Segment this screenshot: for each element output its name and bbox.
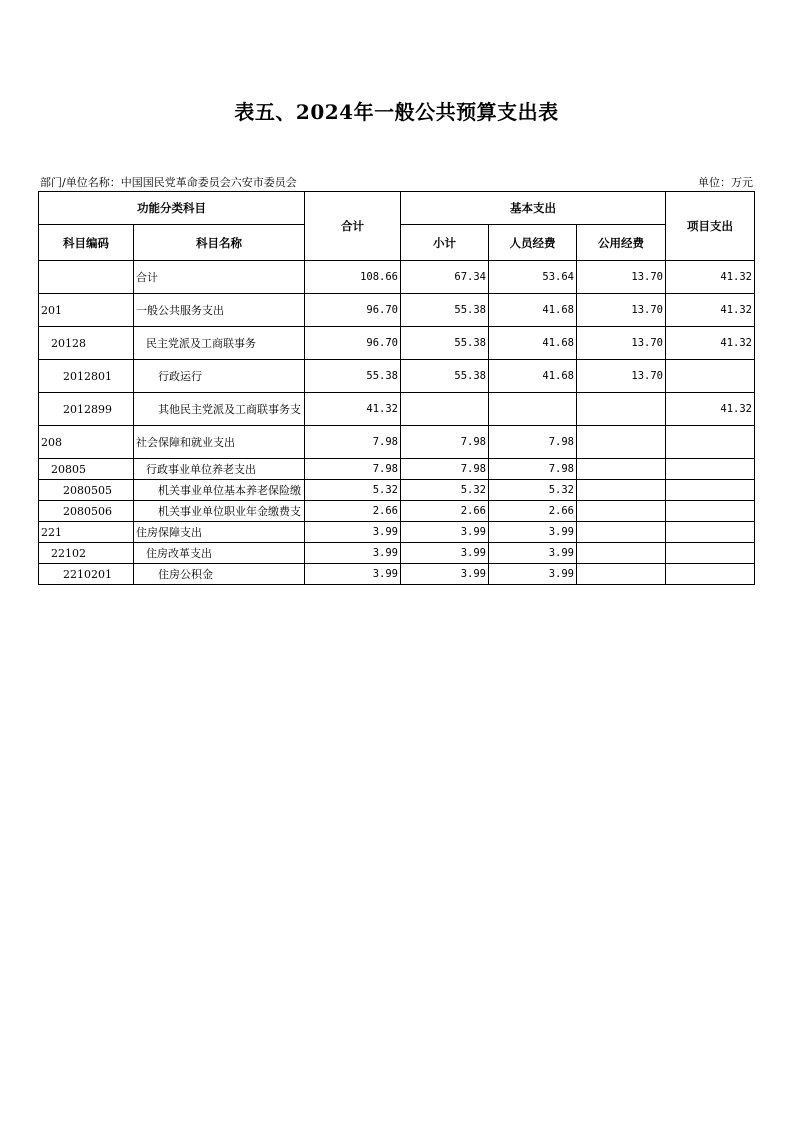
- row-project: [666, 459, 755, 480]
- row-total: 3.99: [305, 564, 401, 585]
- table-row: [39, 294, 755, 327]
- row-personnel: 3.99: [489, 564, 577, 585]
- row-code: 20805: [39, 459, 134, 480]
- table-row: [39, 261, 755, 294]
- row-code: 2080505: [39, 480, 134, 501]
- header-code: 科目编码: [39, 225, 134, 261]
- row-public: [577, 522, 666, 543]
- row-public: 13.70: [577, 294, 666, 327]
- row-code: 22102: [39, 543, 134, 564]
- row-subtotal: 67.34: [401, 261, 489, 294]
- row-personnel: 2.66: [489, 501, 577, 522]
- row-total: 5.32: [305, 480, 401, 501]
- row-personnel: 41.68: [489, 327, 577, 360]
- row-code: 2080506: [39, 501, 134, 522]
- row-total: 2.66: [305, 501, 401, 522]
- header-personnel: 人员经费: [489, 225, 577, 261]
- table-row: [39, 459, 755, 480]
- row-total: 55.38: [305, 360, 401, 393]
- row-total: 96.70: [305, 327, 401, 360]
- row-code: 2012801: [39, 360, 134, 393]
- row-public: 13.70: [577, 261, 666, 294]
- row-public: [577, 501, 666, 522]
- row-name: 一般公共服务支出: [134, 294, 305, 327]
- row-public: 13.70: [577, 360, 666, 393]
- header-subtotal: 小计: [401, 225, 489, 261]
- page-title: 表五、2024年一般公共预算支出表: [234, 100, 559, 124]
- row-subtotal: [401, 393, 489, 426]
- header-public: 公用经费: [577, 225, 666, 261]
- row-subtotal: 2.66: [401, 501, 489, 522]
- row-project: [666, 426, 755, 459]
- row-personnel: 3.99: [489, 522, 577, 543]
- row-project: [666, 564, 755, 585]
- row-subtotal: 55.38: [401, 294, 489, 327]
- row-code: 221: [39, 522, 134, 543]
- row-public: [577, 480, 666, 501]
- table-row: [39, 501, 755, 522]
- row-project: [666, 480, 755, 501]
- row-personnel: 53.64: [489, 261, 577, 294]
- row-name: 住房保障支出: [134, 522, 305, 543]
- row-total: 7.98: [305, 426, 401, 459]
- row-name: 民主党派及工商联事务: [134, 327, 305, 360]
- row-name: 机关事业单位基本养老保险缴: [134, 480, 305, 501]
- row-public: [577, 543, 666, 564]
- row-code: 2210201: [39, 564, 134, 585]
- table-row: [39, 360, 755, 393]
- table-row: [39, 393, 755, 426]
- row-total: 108.66: [305, 261, 401, 294]
- row-personnel: 7.98: [489, 459, 577, 480]
- header-total: 合计: [305, 192, 401, 261]
- header-basic: 基本支出: [401, 192, 666, 225]
- row-code: 2012899: [39, 393, 134, 426]
- header-project: 项目支出: [666, 192, 755, 261]
- row-public: [577, 459, 666, 480]
- row-name: 社会保障和就业支出: [134, 426, 305, 459]
- row-name: 住房改革支出: [134, 543, 305, 564]
- table-row: [39, 522, 755, 543]
- row-total: 3.99: [305, 543, 401, 564]
- header-name: 科目名称: [134, 225, 305, 261]
- table-row: [39, 480, 755, 501]
- table-row: [39, 327, 755, 360]
- row-personnel: 5.32: [489, 480, 577, 501]
- row-public: 13.70: [577, 327, 666, 360]
- row-subtotal: 7.98: [401, 459, 489, 480]
- row-personnel: 41.68: [489, 294, 577, 327]
- row-personnel: 41.68: [489, 360, 577, 393]
- row-project: [666, 360, 755, 393]
- row-personnel: [489, 393, 577, 426]
- row-total: 96.70: [305, 294, 401, 327]
- row-subtotal: 5.32: [401, 480, 489, 501]
- row-code: 20128: [39, 327, 134, 360]
- row-personnel: 3.99: [489, 543, 577, 564]
- row-total: 3.99: [305, 522, 401, 543]
- row-subtotal: 3.99: [401, 564, 489, 585]
- row-project: 41.32: [666, 261, 755, 294]
- row-project: [666, 501, 755, 522]
- row-public: [577, 393, 666, 426]
- row-personnel: 7.98: [489, 426, 577, 459]
- row-public: [577, 426, 666, 459]
- row-project: 41.32: [666, 393, 755, 426]
- row-subtotal: 3.99: [401, 522, 489, 543]
- row-name: 合计: [134, 261, 305, 294]
- row-project: 41.32: [666, 294, 755, 327]
- budget-table: [38, 191, 755, 585]
- row-total: 7.98: [305, 459, 401, 480]
- table-row: [39, 543, 755, 564]
- table-row: [39, 426, 755, 459]
- table-row: [39, 564, 755, 585]
- unit-label: 单位：万元: [698, 176, 753, 189]
- row-subtotal: 55.38: [401, 360, 489, 393]
- row-project: [666, 543, 755, 564]
- row-code: 208: [39, 426, 134, 459]
- row-project: [666, 522, 755, 543]
- row-project: 41.32: [666, 327, 755, 360]
- department-label: 部门/单位名称：中国国民党革命委员会六安市委员会: [40, 176, 297, 189]
- row-name: 其他民主党派及工商联事务支: [134, 393, 305, 426]
- row-subtotal: 55.38: [401, 327, 489, 360]
- row-name: 行政运行: [134, 360, 305, 393]
- row-code: [39, 261, 134, 294]
- row-public: [577, 564, 666, 585]
- row-name: 机关事业单位职业年金缴费支: [134, 501, 305, 522]
- row-name: 行政事业单位养老支出: [134, 459, 305, 480]
- row-code: 201: [39, 294, 134, 327]
- row-subtotal: 3.99: [401, 543, 489, 564]
- header-function-class: 功能分类科目: [39, 192, 305, 225]
- row-subtotal: 7.98: [401, 426, 489, 459]
- row-total: 41.32: [305, 393, 401, 426]
- row-name: 住房公积金: [134, 564, 305, 585]
